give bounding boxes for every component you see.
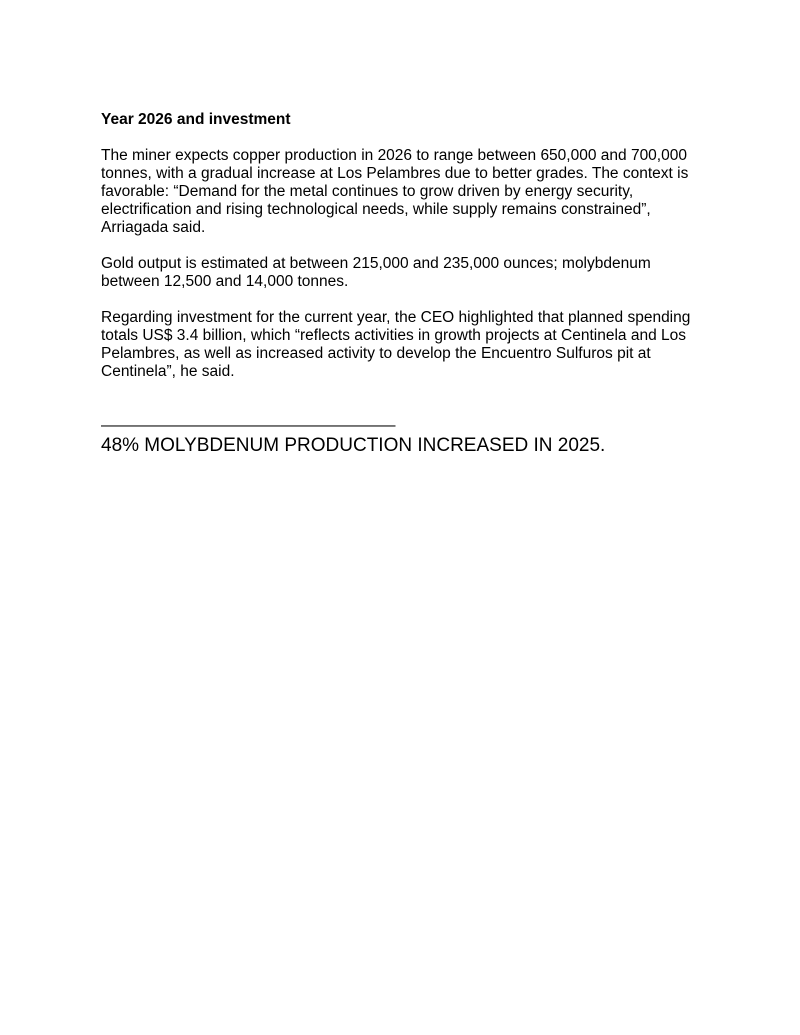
document-page bbox=[101, 111, 701, 457]
section-heading: Year 2026 and investment bbox=[101, 111, 291, 128]
paragraph-gold-molybdenum: Gold output is estimated at between 215,000 and 235,000 ounces; molybdenum between 12,500 and 14,000 tonnes. bbox=[101, 255, 651, 290]
divider-line: ——————————————————— bbox=[101, 417, 396, 434]
pullquote-statistic: 48% MOLYBDENUM PRODUCTION INCREASED IN 2025. bbox=[101, 435, 606, 456]
paragraph-copper-production: The miner expects copper production in 2026 to range between 650,000 and 700,000 tonnes, with a gradual increase at Los Pelambres due to better grades. The context is favorable: “Demand for the metal continues to grow driven by energy security, electrification and rising technological needs, while supply remains constrained”, Arriagada said. bbox=[101, 147, 689, 236]
paragraph-investment: Regarding investment for the current year, the CEO highlighted that planned spending totals US$ 3.4 billion, which “reflects activities in growth projects at Centinela and Los Pelambres, as well as increased activity to develop the Encuentro Sulfuros pit at Centinela”, he said. bbox=[101, 309, 691, 380]
